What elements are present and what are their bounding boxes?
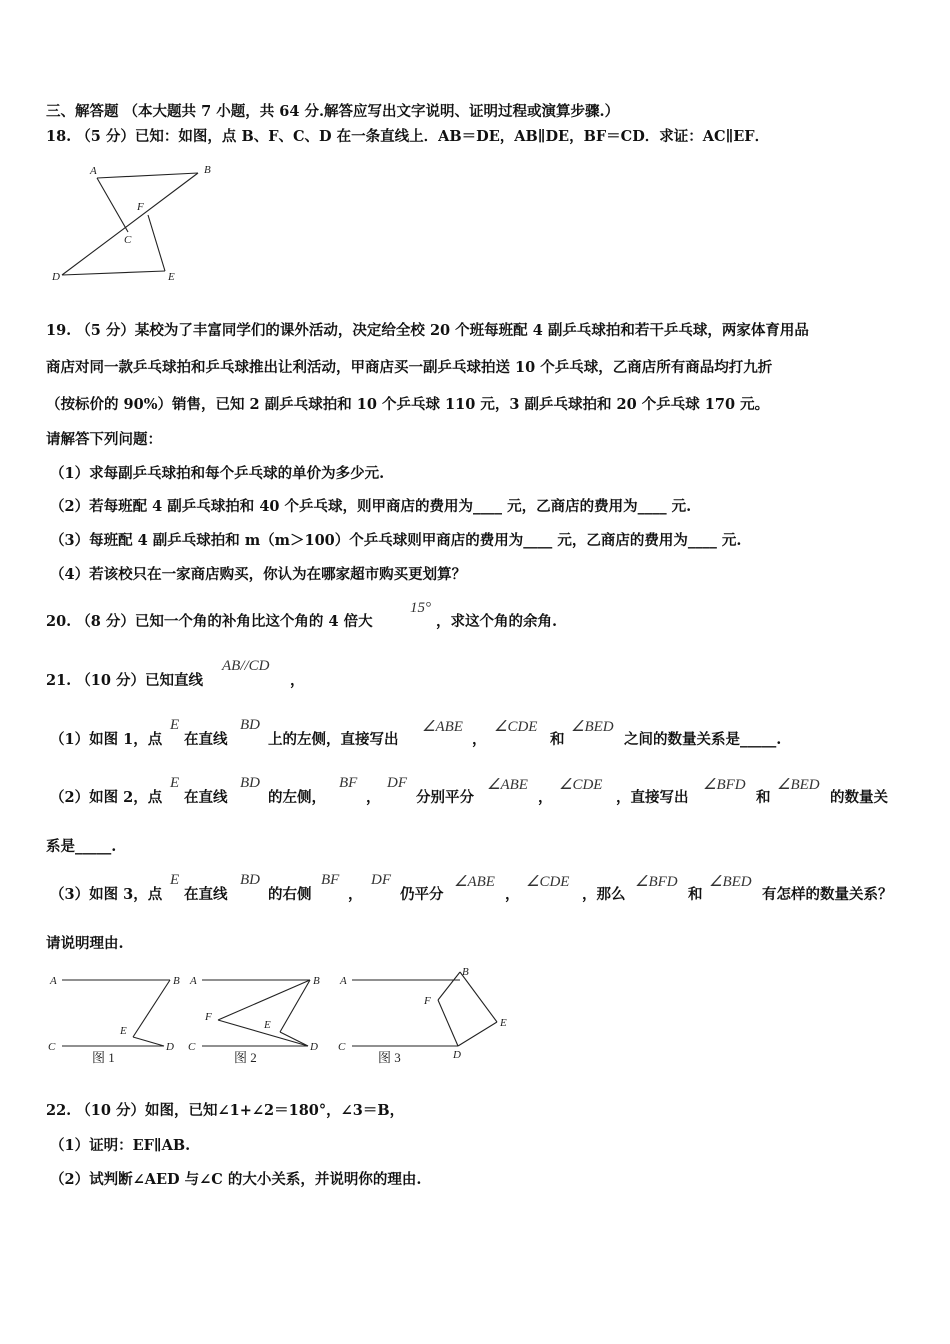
fig3-label-c: C	[338, 1041, 346, 1053]
q20-degree: 15°	[410, 600, 431, 616]
q21-p3-abe: ∠ABE	[454, 874, 495, 890]
q18-label-c: C	[124, 234, 132, 246]
q21-p1-e-text: 和	[550, 731, 565, 748]
q21-p1-b: 在直线	[184, 731, 228, 748]
q21-p2-bd: BD	[240, 775, 260, 791]
q21-p3-bed: ∠BED	[709, 874, 752, 890]
q21-p2-a: （2）如图 2，点	[50, 789, 163, 806]
fig2-seg-bf	[218, 980, 310, 1020]
q21-p2-j: 系是_____.	[46, 838, 117, 855]
q19-line2: 商店对同一款乒乓球拍和乒乓球推出让利活动，甲商店买一副乒乓球拍送 10 个乒乓球，乙商店所有商品均打九折	[46, 359, 773, 376]
q19-line1: 19. （5 分）某校为了丰富同学们的课外活动，决定给全校 20 个班每班配 4 副乒乓球拍和若干乒乓球，两家体育用品	[46, 322, 809, 339]
q21-p3-e-text: 仍平分	[400, 886, 444, 903]
q18-seg-de	[62, 271, 165, 275]
q21-p2-cde: ∠CDE	[559, 777, 603, 793]
q19-part2: （2）若每班配 4 副乒乓球拍和 40 个乒乓球，则甲商店的费用为____ 元，乙商店的费用为____ 元.	[50, 498, 692, 515]
fig2-label-e: E	[264, 1019, 271, 1031]
q21-p3-i: 有怎样的数量关系？	[762, 886, 893, 903]
fig1-seg-be	[133, 980, 170, 1037]
fig1-label-b: B	[173, 975, 180, 987]
q22-text: 22. （10 分）如图，已知∠1+∠2＝180°，∠3＝B，	[46, 1102, 405, 1119]
q21-p1-cde: ∠CDE	[494, 719, 538, 735]
q21-p2-f: ，	[538, 789, 553, 806]
fig2-label-c: C	[188, 1041, 196, 1053]
section-header: 三、解答题 （本大题共 7 小题，共 64 分.解答应写出文字说明、证明过程或演算步骤.）	[46, 103, 620, 120]
q21-ab-parallel-cd: AB//CD	[222, 658, 270, 674]
q18-seg-ab	[97, 173, 198, 178]
fig1-seg-ed	[133, 1037, 164, 1046]
q22-part2: （2）试判断∠AED 与∠C 的大小关系，并说明你的理由.	[50, 1171, 422, 1188]
fig2-label-a: A	[190, 975, 197, 987]
q21-p3-a: （3）如图 3，点	[50, 886, 163, 903]
q18-label-e: E	[168, 271, 175, 283]
q19-part3: （3）每班配 4 副乒乓球拍和 m（m＞100）个乒乓球则甲商店的费用为____ 元，乙商店的费用为____ 元.	[50, 532, 742, 549]
q18-seg-ef	[148, 215, 165, 271]
q21-p1-d: ，	[472, 731, 487, 748]
q21-figures	[40, 962, 520, 1067]
q21-p1-f: 之间的数量关系是_____.	[624, 731, 782, 748]
q19-line4: 请解答下列问题：	[46, 431, 162, 448]
q21-p2-bf: BF	[339, 775, 358, 791]
q19-part1: （1）求每副乒乓球拍和每个乒乓球的单价为多少元.	[50, 465, 385, 482]
q21-p2-c: 的左侧，	[268, 789, 326, 806]
q22-part1: （1）证明：EF∥AB.	[50, 1137, 191, 1154]
q18-text: 18. （5 分）已知：如图，点 B、F、C、D 在一条直线上．AB＝DE，AB∥DE，BF＝CD．求证：AC∥EF．	[46, 128, 770, 145]
q19-line3: （按标价的 90%）销售，已知 2 副乒乓球拍和 10 个乒乓球 110 元，3 副乒乓球拍和 20 个乒乓球 170 元。	[46, 396, 770, 413]
q21-p3-g: ，那么	[582, 886, 626, 903]
fig3-seg-bf	[438, 972, 460, 1000]
q21-p3-d: ，	[348, 886, 363, 903]
q21-p3-bd: BD	[240, 872, 260, 888]
fig2-caption: 图 2	[234, 1050, 257, 1065]
q21-p3-f: ，	[505, 886, 520, 903]
q18-figure	[40, 160, 240, 290]
fig3-seg-ed	[458, 1022, 497, 1046]
q18-label-f: F	[137, 201, 144, 213]
q18-label-d: D	[52, 271, 60, 283]
q21-p2-e-text: 分别平分	[416, 789, 474, 806]
fig3-label-f: F	[424, 995, 431, 1007]
q21-p1-a: （1）如图 1，点	[50, 731, 163, 748]
q21-p2-h: 和	[756, 789, 771, 806]
q21-head-comma: ，	[290, 672, 305, 689]
q21-p3-cde: ∠CDE	[526, 874, 570, 890]
q21-p3-b: 在直线	[184, 886, 228, 903]
q21-p3-df: DF	[371, 872, 391, 888]
fig3-label-b: B	[462, 966, 469, 978]
fig2-label-f: F	[205, 1011, 212, 1023]
fig1-label-c: C	[48, 1041, 56, 1053]
fig1-label-a: A	[50, 975, 57, 987]
fig3-seg-be	[460, 972, 497, 1022]
q21-head: 21. （10 分）已知直线	[46, 672, 204, 689]
q21-p2-d: ，	[366, 789, 381, 806]
q21-p3-bf: BF	[321, 872, 340, 888]
fig3-label-d: D	[453, 1049, 461, 1061]
fig1-label-d: D	[166, 1041, 174, 1053]
q21-reason: 请说明理由.	[46, 935, 124, 952]
q21-p1-c: 上的左侧，直接写出	[268, 731, 399, 748]
fig2-label-d: D	[310, 1041, 318, 1053]
q18-label-a: A	[90, 165, 97, 177]
q21-p2-e: E	[170, 775, 180, 791]
q20-text-a: 20. （8 分）已知一个角的补角比这个角的 4 倍大	[46, 613, 373, 630]
q21-p1-abe: ∠ABE	[422, 719, 463, 735]
q21-p1-bed: ∠BED	[571, 719, 614, 735]
q19-part4: （4）若该校只在一家商店购买，你认为在哪家超市购买更划算？	[50, 566, 467, 583]
fig2-label-b: B	[313, 975, 320, 987]
fig3-seg-fd	[438, 1000, 458, 1046]
q21-p3-h: 和	[688, 886, 703, 903]
q21-p2-abe: ∠ABE	[487, 777, 528, 793]
q21-p2-b: 在直线	[184, 789, 228, 806]
fig2-seg-fd	[218, 1020, 308, 1046]
q21-p3-c: 的右侧	[268, 886, 312, 903]
fig3-label-e: E	[500, 1017, 507, 1029]
fig1-caption: 图 1	[92, 1050, 115, 1065]
q18-seg-ac	[97, 178, 128, 232]
fig3-label-a: A	[340, 975, 347, 987]
q21-p3-e: E	[170, 872, 180, 888]
q21-p2-i: 的数量关	[830, 789, 888, 806]
q21-p2-bed: ∠BED	[777, 777, 820, 793]
q18-seg-bd	[62, 173, 198, 275]
q21-p2-df: DF	[387, 775, 407, 791]
fig1-label-e: E	[120, 1025, 127, 1037]
q21-p2-g: ，直接写出	[616, 789, 689, 806]
q21-p3-bfd: ∠BFD	[635, 874, 678, 890]
q18-label-b: B	[204, 164, 211, 176]
fig2-seg-be	[280, 980, 310, 1032]
q21-p1-bd: BD	[240, 717, 260, 733]
q21-p2-bfd: ∠BFD	[703, 777, 746, 793]
q21-p1-e: E	[170, 717, 180, 733]
q20-text-b: ，求这个角的余角.	[436, 613, 558, 630]
fig3-caption: 图 3	[378, 1050, 401, 1065]
